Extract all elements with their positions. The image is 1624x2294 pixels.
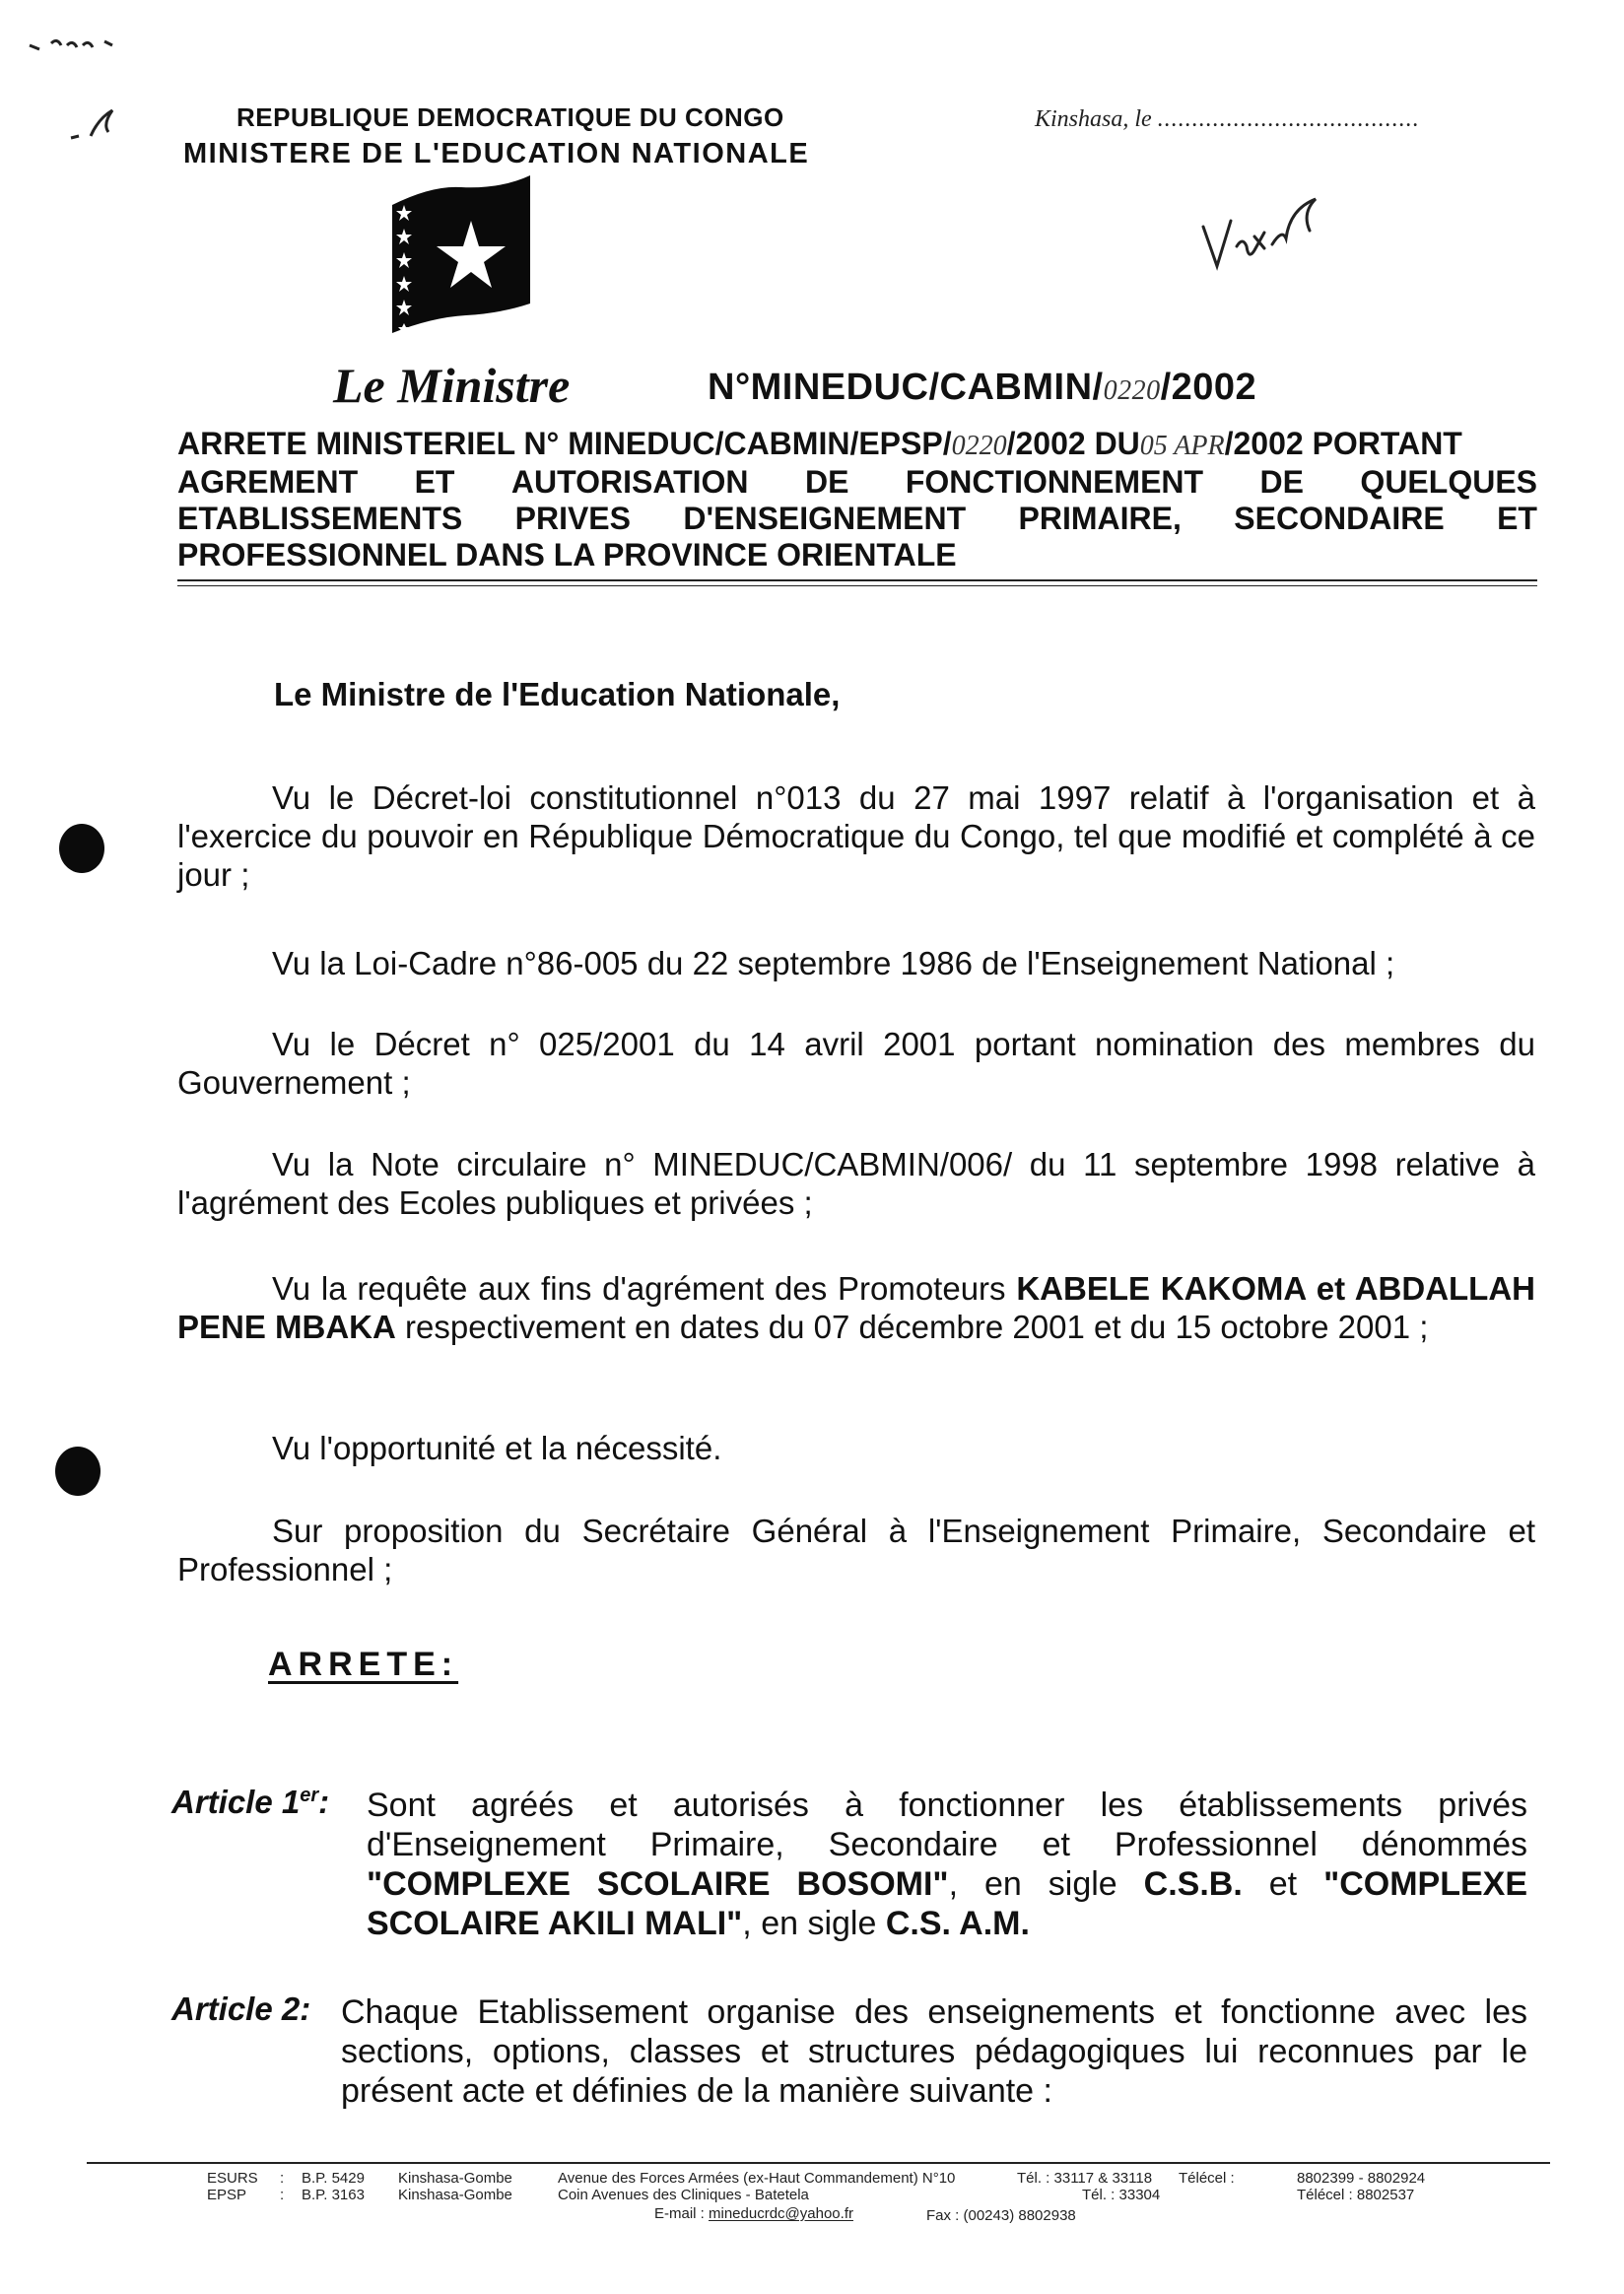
paragraph-note-circulaire xyxy=(177,1145,1535,1222)
footer-bp xyxy=(302,2170,365,2203)
paragraph-loi-cadre xyxy=(177,944,1535,982)
title-word: FONCTIONNEMENT xyxy=(905,464,1204,500)
title-line-1 xyxy=(177,426,1537,464)
title-word: DE xyxy=(804,464,849,500)
greeting: Le Ministre de l'Education Nationale, xyxy=(274,676,841,712)
promoters-names: KABELE KAKOMA et ABDALLAH PENE MBAKA xyxy=(177,1270,1536,1345)
footer-esurs: ESURS xyxy=(207,2170,258,2187)
title-word: PRIMAIRE, xyxy=(1018,501,1182,536)
footer-tel-2: Tél. : 33304 xyxy=(1082,2187,1161,2203)
school-name-akili-mali: "COMPLEXE SCOLAIRE AKILI MALI" xyxy=(367,1865,1528,1942)
title-line-1-c: /2002 PORTANT xyxy=(1224,426,1462,461)
article-1-label xyxy=(171,1784,329,1821)
footer-telecel-numbers xyxy=(1297,2170,1425,2203)
reference-handwritten: 0220 xyxy=(1103,375,1161,406)
article-1-segment: et xyxy=(1242,1865,1324,1903)
paragraph-text: respectivement en dates du 07 décembre 2001 et du 15 octobre 2001 ; xyxy=(395,1309,1429,1345)
footer-cities xyxy=(398,2170,512,2203)
footer-city-2: Kinshasa-Gombe xyxy=(398,2187,512,2203)
scan-marks xyxy=(22,28,160,151)
footer-telecel-2: Télécel : 8802537 xyxy=(1297,2187,1415,2203)
title-word: D'ENSEIGNEMENT xyxy=(683,501,967,536)
paragraph-text: Sur proposition du Secrétaire Général à l'Enseignement Primaire, Secondaire et Professionnel ; xyxy=(177,1513,1535,1587)
title-line-1-a: ARRETE MINISTERIEL N° MINEDUC/CABMIN/EPSP/ xyxy=(177,426,952,461)
sigle-csb: C.S.B. xyxy=(1143,1865,1243,1903)
paragraph-proposition xyxy=(177,1512,1535,1588)
title-word: SECONDAIRE xyxy=(1234,501,1445,536)
handwritten-signature xyxy=(1197,197,1355,291)
title-word: ETABLISSEMENTS xyxy=(177,501,463,536)
article-1-segment: , en sigle xyxy=(742,1905,886,1942)
footer-address-2: Coin Avenues des Cliniques - Batetela xyxy=(558,2187,809,2203)
footer-telecel-1: 8802399 - 8802924 xyxy=(1297,2170,1426,2187)
title-word: AGREMENT xyxy=(177,464,359,500)
republic-heading: REPUBLIQUE DEMOCRATIQUE DU CONGO xyxy=(237,102,784,132)
paragraph-opportunite xyxy=(177,1429,1535,1467)
title-word: DE xyxy=(1259,464,1304,500)
paragraph-text: Vu l'opportunité et la nécessité. xyxy=(272,1430,722,1466)
title-line-2 xyxy=(177,464,1537,501)
footer-colon: : xyxy=(280,2170,285,2187)
title-word: ET xyxy=(1497,501,1537,536)
article-1-segment: Sont agréés et autorisés à fonctionner les établissements privés d'Enseignement Primaire, Secondaire et Professionnel dénommés xyxy=(367,1787,1527,1863)
title-underline-thin xyxy=(177,585,1537,586)
ministry-heading: MINISTERE DE L'EDUCATION NATIONALE xyxy=(183,138,810,169)
paragraph-requete xyxy=(177,1269,1535,1346)
paragraph-text: Vu le Décret-loi constitutionnel n°013 du 27 mai 1997 relatif à l'organisation et à l'exercice du pouvoir en République Démocratique du Congo, tel que modifié et complété à ce jour ; xyxy=(177,779,1535,893)
date-dots: ...................................... xyxy=(1157,106,1420,132)
place-date-line xyxy=(1035,106,1420,133)
punch-hole xyxy=(59,824,104,873)
place-label: Kinshasa, le xyxy=(1035,106,1152,132)
paragraph-text: Vu la Note circulaire n° MINEDUC/CABMIN/006/ du 11 septembre 1998 relative à l'agrément des Ecoles publiques et privées ; xyxy=(177,1146,1535,1221)
footer-addresses xyxy=(558,2170,955,2203)
title-line-1-handwritten: 0220 xyxy=(951,431,1007,461)
title-line-3 xyxy=(177,501,1537,537)
title-word: PRIVES xyxy=(514,501,631,536)
paragraph-decret-loi xyxy=(177,778,1535,894)
footer-email xyxy=(654,2205,853,2222)
title-word: ET xyxy=(414,464,455,500)
paragraph-decret xyxy=(177,1025,1535,1102)
footer-telecel-label: Télécel : xyxy=(1179,2170,1235,2187)
footer-fax: Fax : (00243) 8802938 xyxy=(926,2207,1076,2224)
arrete-title xyxy=(177,426,1537,574)
title-line-1-text xyxy=(177,426,1462,464)
title-word: QUELQUES xyxy=(1360,464,1537,500)
le-ministre-label: Le Ministre xyxy=(333,358,571,413)
footer-tel xyxy=(1017,2170,1160,2203)
article-2-text: Chaque Etablissement organise des enseignements et fonctionne avec les sections, options, classes et structures pédagogiques lui reconnues par le présent acte et définies de la manière suivante : xyxy=(341,1993,1527,2110)
paragraph-text: Vu la requête aux fins d'agrément des Promoteurs xyxy=(272,1270,1017,1307)
footer-address-1: Avenue des Forces Armées (ex-Haut Commandement) N°10 xyxy=(558,2170,956,2187)
reference-number xyxy=(708,367,1256,409)
footer-colons xyxy=(280,2170,284,2203)
footer-email-label: E-mail : xyxy=(654,2205,710,2222)
footer-bp-2: B.P. 3163 xyxy=(302,2187,365,2203)
reference-suffix: /2002 xyxy=(1160,367,1257,408)
footer-colon: : xyxy=(280,2187,285,2203)
sigle-csam: C.S. A.M. xyxy=(885,1905,1030,1942)
footer-orgs xyxy=(207,2170,258,2203)
title-underline xyxy=(177,579,1537,581)
footer-bp-1: B.P. 5429 xyxy=(302,2170,365,2187)
article-1-label-text: Article 1 xyxy=(171,1784,301,1820)
reference-prefix: N°MINEDUC/CABMIN/ xyxy=(708,367,1104,408)
footer-tel-1: Tél. : 33117 & 33118 xyxy=(1017,2170,1153,2187)
title-line-4: PROFESSIONNEL DANS LA PROVINCE ORIENTALE xyxy=(177,537,957,573)
title-line-1-b: /2002 DU xyxy=(1006,426,1140,461)
title-line-1-date-handwritten: 05 APR xyxy=(1139,431,1225,461)
footer-rule xyxy=(87,2162,1550,2164)
punch-hole xyxy=(55,1447,101,1496)
footer-epsp: EPSP xyxy=(207,2187,247,2203)
school-name-bosomi: "COMPLEXE SCOLAIRE BOSOMI" xyxy=(367,1865,949,1903)
paragraph-text: Vu la Loi-Cadre n°86-005 du 22 septembre 1986 de l'Enseignement National ; xyxy=(272,945,1395,981)
title-word: AUTORISATION xyxy=(510,464,749,500)
footer-city-1: Kinshasa-Gombe xyxy=(398,2170,512,2187)
footer-email-link[interactable]: mineducrdc@yahoo.fr xyxy=(709,2205,853,2222)
article-1-text xyxy=(367,1786,1527,1943)
flag-emblem-logo xyxy=(392,175,540,343)
article-2-label: Article 2: xyxy=(171,1990,311,2027)
article-1-sup: er xyxy=(300,1785,319,1806)
article-1-segment: , en sigle xyxy=(948,1865,1144,1903)
paragraph-text: Vu le Décret n° 025/2001 du 14 avril 2001 portant nomination des membres du Gouvernement ; xyxy=(177,1026,1535,1101)
article-1-colon: : xyxy=(318,1784,330,1820)
arrete-heading: ARRETE: xyxy=(268,1646,459,1683)
